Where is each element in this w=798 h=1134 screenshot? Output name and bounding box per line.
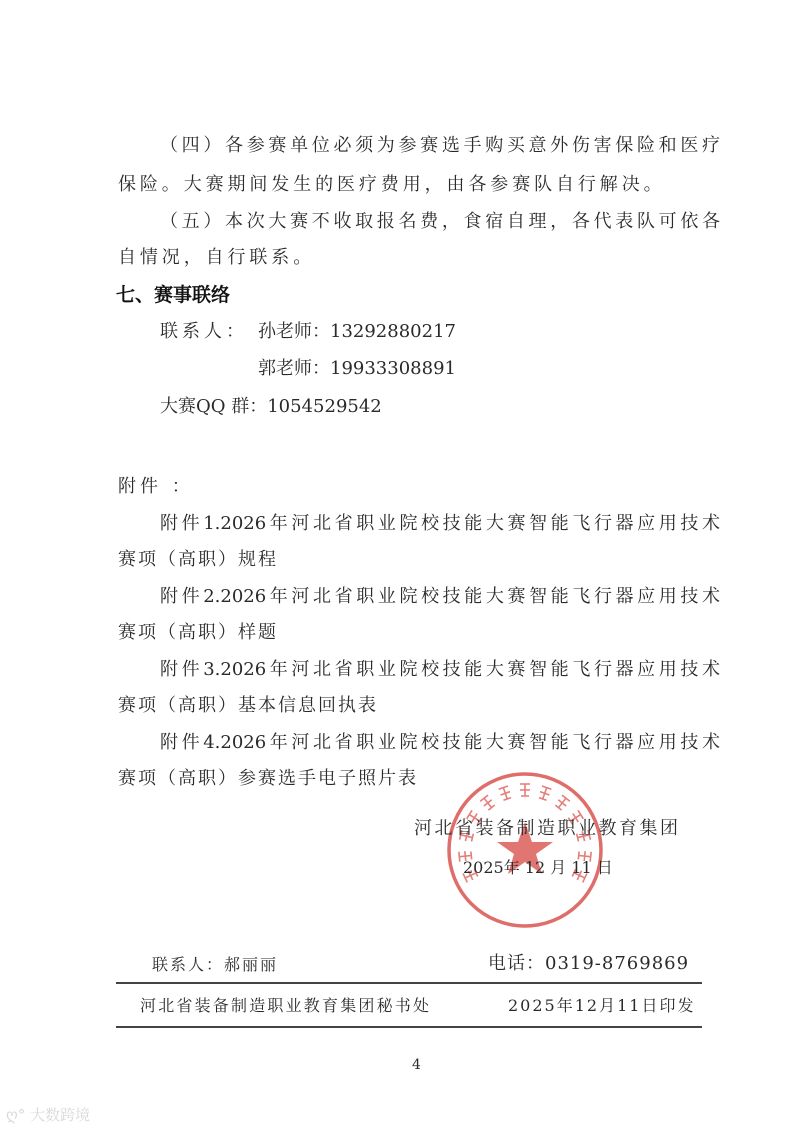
qq-group: 大赛QQ 群：1054529542 [160,396,382,417]
page-number: 4 [412,1057,421,1073]
section-heading-contacts: 七、赛事联络 [116,284,231,306]
attachment-2-line-2: 赛项（高职）样题 [118,622,278,643]
contact-sun: 孙老师：13292880217 [258,321,456,342]
footer-divider-bottom [116,1026,702,1028]
seal-glyph-mark [538,786,551,801]
attachment-1-line-1: 附件1.2026年河北省职业院校技能大赛智能飞行器应用技术 [160,513,720,534]
signature-date: 2025年 12 月 11 日 [463,858,613,877]
seal-glyph-mark [520,784,530,796]
paragraph-4-line-2: 保险。大赛期间发生的医疗费用，由各参赛队自行解决。 [118,174,666,195]
contact-guo: 郭老师：19933308891 [258,358,456,379]
footer-issuer: 河北省装备制造职业教育集团秘书处 [140,996,432,1015]
watermark [6,1104,90,1125]
watermark-logo-icon: ღ° [6,1106,26,1124]
attachment-1-line-2: 赛项（高职）规程 [118,549,278,570]
paragraph-5-line-1: （五）本次大赛不收取报名费，食宿自理，各代表队可依各 [160,211,720,232]
attachment-4-line-1: 附件4.2026年河北省职业院校技能大赛智能飞行器应用技术 [160,732,720,753]
paragraph-4-line-1: （四）各参赛单位必须为参赛选手购买意外伤害保险和医疗 [160,135,720,156]
seal-glyph-mark [499,786,512,801]
attachments-label: 附件 ： [118,476,194,497]
seal-glyph-mark [555,795,570,811]
footer-phone: 电话：0319-8769869 [488,953,690,974]
attachment-2-line-1: 附件2.2026年河北省职业院校技能大赛智能飞行器应用技术 [160,586,720,607]
seal-glyph-mark [480,795,495,811]
official-seal [445,770,605,930]
footer-divider-top [116,982,702,984]
watermark-text: 大数跨境 [30,1106,91,1124]
footer-contact: 联系人：郝丽丽 [152,955,279,974]
paragraph-5-line-2: 自情况，自行联系。 [118,247,316,268]
signature-organization: 河北省装备制造职业教育集团 [414,818,681,839]
attachment-3-line-1: 附件3.2026年河北省职业院校技能大赛智能飞行器应用技术 [160,659,720,680]
footer-issue-date: 2025年12月11日印发 [508,996,696,1015]
attachment-4-line-2: 赛项（高职）参赛选手电子照片表 [118,768,418,789]
contact-label: 联系人： [160,321,248,342]
attachment-3-line-2: 赛项（高职）基本信息回执表 [118,695,378,716]
